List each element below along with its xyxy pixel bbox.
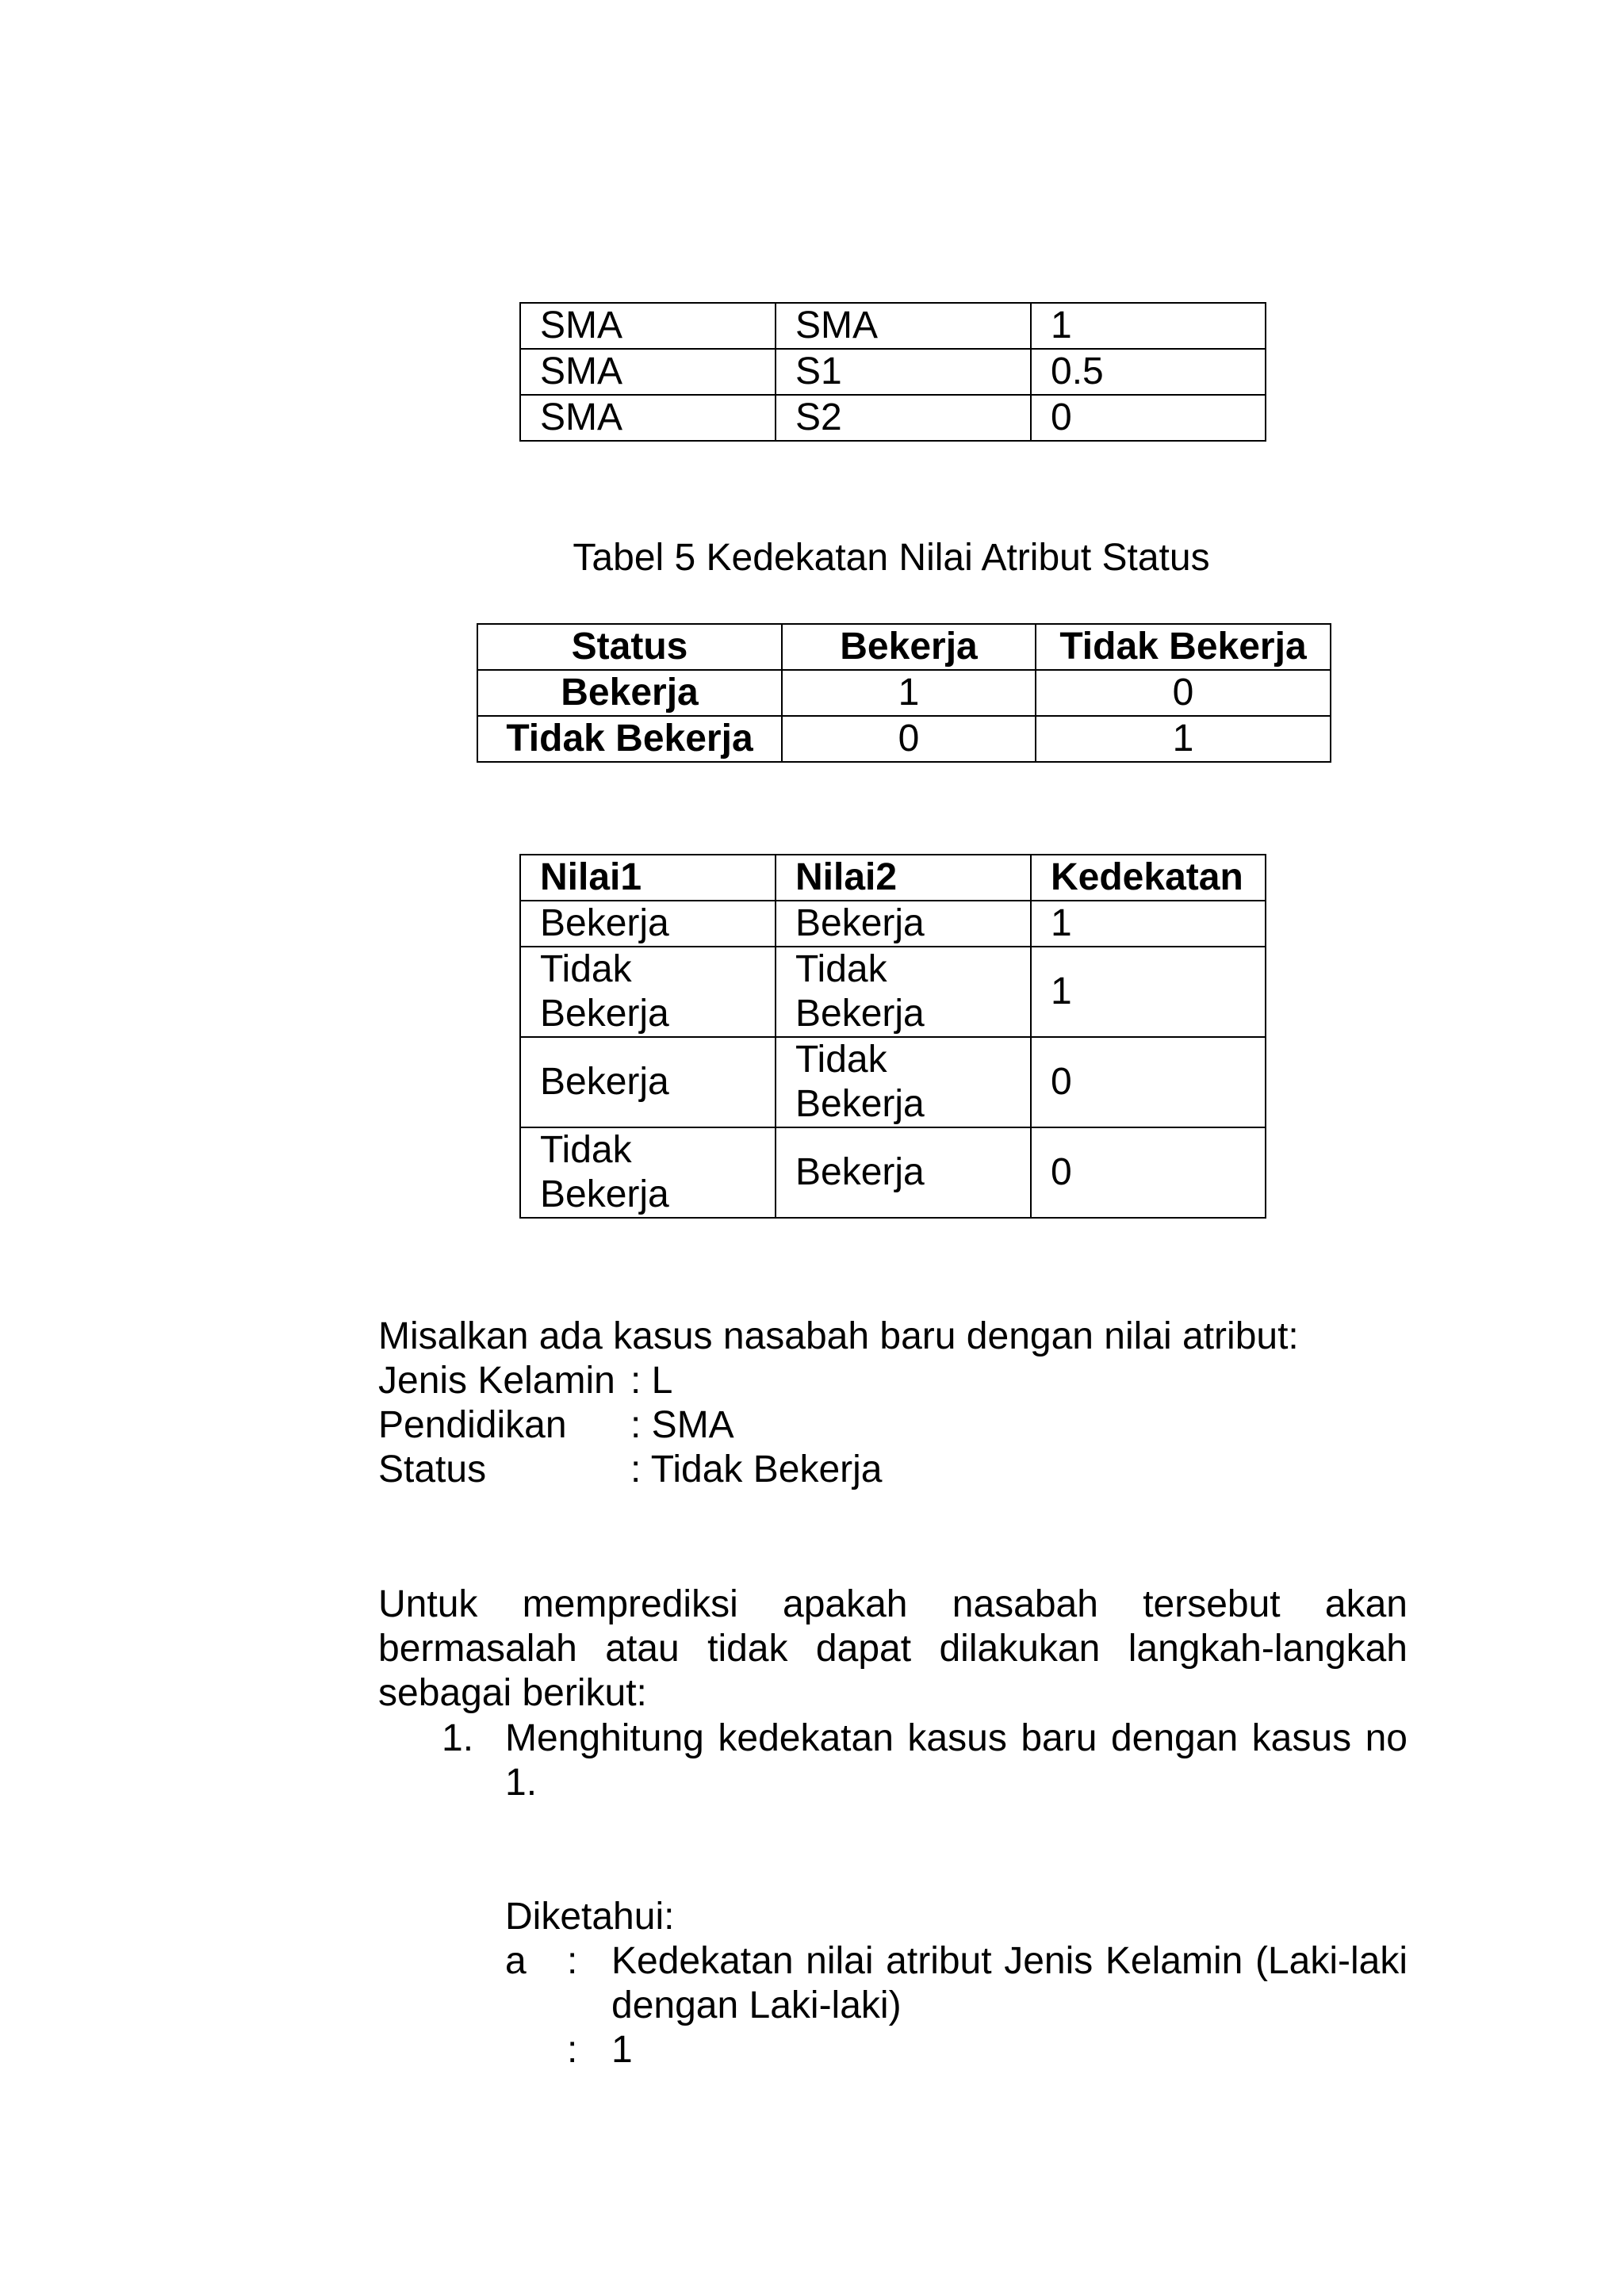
sub-item-value-colon: :	[567, 2029, 578, 2071]
attribute-key: Jenis Kelamin	[378, 1360, 615, 1402]
table-caption: Tabel 5 Kedekatan Nilai Atribut Status	[573, 537, 1210, 579]
sub-item-text: Kedekatan nilai atribut Jenis Kelamin (Laki-laki dengan Laki-laki)	[611, 1940, 1408, 2026]
table-cell: 0	[1031, 1037, 1266, 1127]
table-row	[520, 349, 1266, 395]
table-cell: SMA	[520, 303, 776, 349]
table-cell: SMA	[520, 395, 776, 441]
table-cell: SMA	[776, 303, 1031, 349]
table-cell: Tidak Bekerja	[520, 947, 776, 1037]
table-cell: 1	[1031, 303, 1266, 349]
sub-item-value-row	[567, 2028, 633, 2072]
attribute-value: : L	[630, 1360, 673, 1402]
step-text: Menghitung kedekatan kasus baru dengan kasus no 1.	[505, 1717, 1408, 1804]
table-cell: 1	[782, 670, 1036, 716]
table-cell: Bekerja	[776, 1127, 1031, 1218]
table-header-cell: Tidak Bekerja	[1036, 624, 1331, 670]
attribute-row	[378, 1403, 734, 1448]
table-cell: 0	[1031, 395, 1266, 441]
status-table	[477, 623, 1331, 763]
table-row	[520, 395, 1266, 441]
body-paragraph: Untuk memprediksi apakah nasabah tersebut akan bermasalah atau tidak dapat dilakukan langkah-langkah sebagai berikut:	[378, 1583, 1408, 1714]
row-header-cell: Bekerja	[477, 670, 782, 716]
table-row	[520, 901, 1266, 947]
table-header-cell: Kedekatan	[1031, 855, 1266, 901]
table-cell: Tidak Bekerja	[520, 1127, 776, 1218]
table-cell: 1	[1031, 947, 1266, 1037]
table-cell: Bekerja	[520, 901, 776, 947]
table-row	[520, 303, 1266, 349]
table-cell: Bekerja	[520, 1037, 776, 1127]
table-cell: 1	[1036, 716, 1331, 762]
table-cell: 0.5	[1031, 349, 1266, 395]
table-header-cell: Nilai2	[776, 855, 1031, 901]
diketahui-label: Diketahui:	[505, 1896, 675, 1938]
table-header-cell: Nilai1	[520, 855, 776, 901]
sub-item-label: a	[505, 1940, 527, 1982]
attribute-key: Status	[378, 1448, 487, 1490]
table-cell: S2	[776, 395, 1031, 441]
step-number: 1.	[442, 1717, 474, 1759]
table-row	[477, 716, 1331, 762]
table-cell: Tidak Bekerja	[776, 1037, 1031, 1127]
attribute-row	[378, 1359, 672, 1403]
step-item	[442, 1716, 1408, 1805]
sub-item-colon: :	[567, 1940, 578, 1982]
attribute-value: : SMA	[630, 1404, 734, 1446]
table-cell: 0	[1031, 1127, 1266, 1218]
table-row	[477, 670, 1331, 716]
table-cell: Bekerja	[776, 901, 1031, 947]
attribute-row	[378, 1448, 882, 1492]
table-row	[520, 1037, 1266, 1127]
row-header-cell: Tidak Bekerja	[477, 716, 782, 762]
nilai-table	[519, 854, 1266, 1219]
table-cell: S1	[776, 349, 1031, 395]
new-case-intro: Misalkan ada kasus nasabah baru dengan nilai atribut:	[378, 1315, 1299, 1357]
attribute-key: Pendidikan	[378, 1404, 567, 1446]
attribute-value: : Tidak Bekerja	[630, 1448, 883, 1490]
table-cell: 1	[1031, 901, 1266, 947]
table-header-row	[520, 855, 1266, 901]
table-cell: SMA	[520, 349, 776, 395]
pendidikan-table	[519, 302, 1266, 442]
table-row	[520, 1127, 1266, 1218]
table-row	[520, 947, 1266, 1037]
sub-item-value: 1	[611, 2029, 633, 2071]
table-cell: 0	[1036, 670, 1331, 716]
sub-item-a	[505, 1939, 1408, 2028]
table-header-cell: Bekerja	[782, 624, 1036, 670]
table-cell: Tidak Bekerja	[776, 947, 1031, 1037]
table-cell: 0	[782, 716, 1036, 762]
table-header-cell: Status	[477, 624, 782, 670]
table-header-row	[477, 624, 1331, 670]
